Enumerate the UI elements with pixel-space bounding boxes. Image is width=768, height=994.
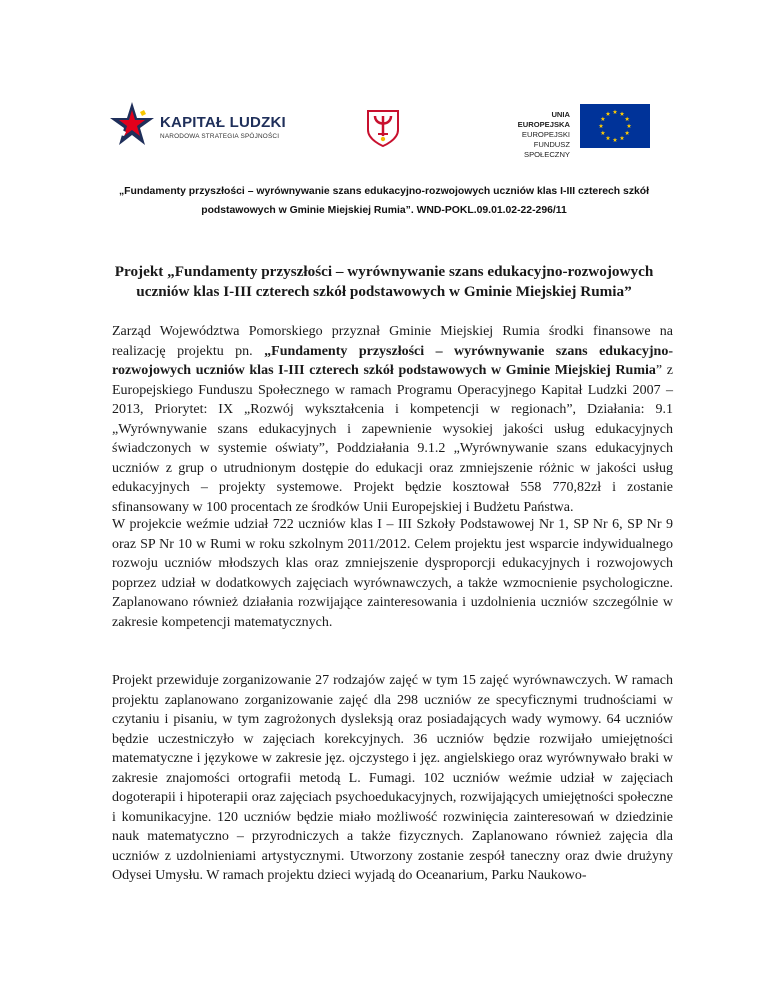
- eu-flag-icon: [580, 104, 650, 148]
- european-union-logo: [500, 104, 650, 159]
- paragraph-funding-project-name: „Fundamenty przyszłości – wyrównywanie szans edukacyjno-rozwojowych uczniów klas I-III czterech szkół podstawowych w Gminie Miejskiej Rumia: [112, 343, 673, 378]
- paragraph-funding: [112, 322, 673, 517]
- eu-logo-text: [500, 110, 570, 160]
- kapital-ludzki-subtitle: NARODOWA STRATEGIA SPÓJNOŚCI: [160, 133, 280, 140]
- project-header: [60, 182, 708, 220]
- paragraph-funding-rest: ” z Europejskiego Funduszu Społecznego w ramach Programu Operacyjnego Kapitał Ludzki 2007 – 2013, Priorytet: IX „Rozwój wykształcenia i kompetencji w regionach”, Działania: 9.1 „Wyrównywanie szans edukacyjnych i zapewnienie wysokiej jakości usług edukacyjnych świadczonych w systemie oświaty”, Poddziałania 9.1.2 „Wyrównywanie szans edukacyjnych uczniów z grup o utrudnionym dostępie do edukacji oraz zmniejszenie różnic w jakości usług edukacyjnych – projekty systemowe. Projekt będzie kosztował 558 770,82zł i zostanie sfinansowany w 100 procentach ze środków Unii Europejskiej i Budżetu Państwa.: [112, 363, 673, 515]
- logo-bar: [110, 100, 650, 159]
- page-title: [88, 262, 680, 301]
- project-header-line2: podstawowych w Gminie Miejskiej Rumia”. WND-POKL.09.01.02-22-296/11: [201, 205, 567, 216]
- project-header-line1: „Fundamenty przyszłości – wyrównywanie szans edukacyjno-rozwojowych uczniów klas I-III czterech szkół: [118, 186, 650, 197]
- eu-line2: EUROPEJSKI: [521, 130, 570, 139]
- eu-line3: FUNDUSZ SPOŁECZNY: [524, 140, 570, 159]
- rumia-coat-of-arms-icon: [365, 108, 401, 148]
- paragraph-activities: Projekt przewiduje zorganizowanie 27 rodzajów zajęć w tym 15 zajęć wyrównawczych. W ramach projektu zaplanowano zorganizowanie zajęć dla 298 uczniów ze specyficznymi trudnościami w czytaniu i pisaniu, w tym zagrożonych dysleksją oraz posiadających wady wymowy. 64 uczniów będzie uczestniczyło w zajęciach korekcyjnych. 36 uczniów będzie rozwijało umiejętności matematyczne i językowe w zakresie jęz. ojczystego i jęz. angielskiego oraz wyrównywało braki w zakresie znajomości ortografii metodą L. Fumagi. 102 uczniów weźmie udział w zajęciach dogoterapii i hipoterapii oraz zajęciach psychoedukacyjnych, rozwijających umiejętności społeczne i komunikacyjne. 120 uczniów będzie miało możliwość rozwinięcia zainteresowań w dziedzinie nauk matematyczno – przyrodniczych a także fizycznych. Zaplanowano również zajęcia dla uczniów z uzdolnieniami artystycznymi. Utworzony zostanie zespół taneczny oraz dwie drużyny Odysei Umysłu. W ramach projektu dzieci wyjadą do Oceanarium, Parku Naukowo-: [112, 673, 673, 883]
- page-title-line1: Projekt „Fundamenty przyszłości – wyrównywanie szans edukacyjno-rozwojowych: [114, 263, 654, 280]
- kapital-ludzki-title: KAPITAŁ LUDZKI: [160, 114, 286, 131]
- kapital-ludzki-logo: [110, 100, 310, 152]
- eu-line1: UNIA EUROPEJSKA: [517, 110, 570, 129]
- kapital-ludzki-star-icon: [110, 100, 156, 152]
- paragraph-funding-intro: Zarząd Województwa Pomorskiego przyznał Gminie Miejskiej Rumia środki finansowe na realizację projektu pn.: [112, 324, 673, 359]
- paragraph-participants: W projekcie weźmie udział 722 uczniów klas I – III Szkoły Podstawowej Nr 1, SP Nr 6, SP Nr 9 oraz SP Nr 10 w Rumi w roku szkolnym 2011/2012. Celem projektu jest wsparcie indywidualnego rozwoju uczniów młodszych klas oraz zmniejszenie dysproporcji edukacyjnych i rozwojowych poprzez udział w dodatkowych zajęciach wyrównawczych, a także wzmocnienie psychologiczne. Zaplanowano również działania rozwijające zainteresowania i uzdolnienia uczniów szczególnie w zakresie kompetencji matematycznych.: [112, 517, 673, 630]
- page-title-line2: uczniów klas I-III czterech szkół podstawowych w Gminie Miejskiej Rumia”: [136, 282, 632, 300]
